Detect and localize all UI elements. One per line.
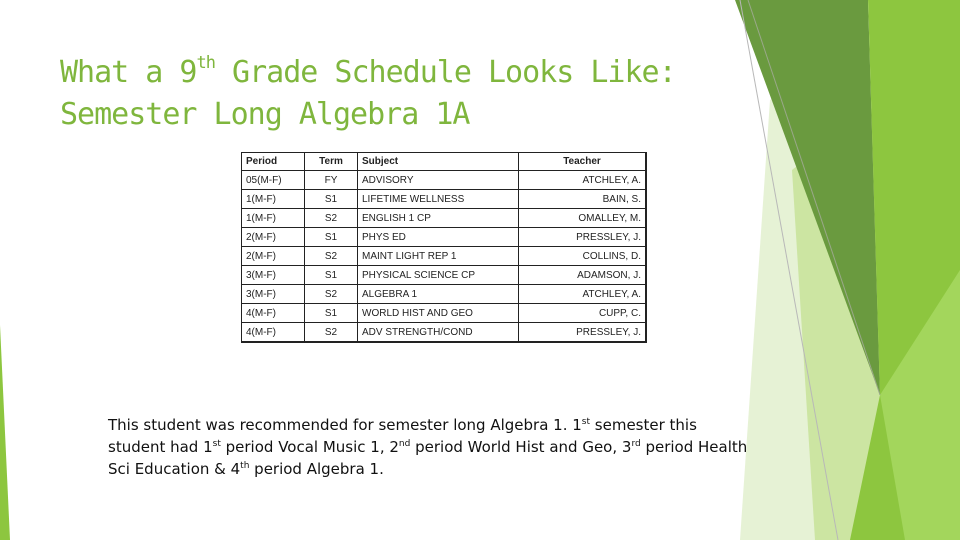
cell-term: S1 (305, 228, 358, 247)
cell-subject: ENGLISH 1 CP (358, 209, 519, 228)
cell-teacher: ATCHLEY, A. (519, 285, 647, 304)
cell-teacher: COLLINS, D. (519, 247, 647, 266)
table-row (242, 247, 647, 266)
cell-term: S2 (305, 247, 358, 266)
table-row (242, 209, 647, 228)
cell-period: 1(M-F) (242, 190, 305, 209)
schedule-header-row (242, 153, 647, 171)
cell-period: 2(M-F) (242, 228, 305, 247)
slide-title (60, 52, 740, 136)
header-term: Term (305, 153, 358, 171)
cell-term: S1 (305, 266, 358, 285)
cell-subject: PHYSICAL SCIENCE CP (358, 266, 519, 285)
table-row (242, 304, 647, 323)
header-period: Period (242, 153, 305, 171)
title-line-2: Semester Long Algebra 1A (60, 97, 470, 132)
desc-part-5: period Health Sci Education & 4 (108, 438, 748, 478)
cell-teacher: PRESSLEY, J. (519, 228, 647, 247)
table-row (242, 228, 647, 247)
desc-part-1: This student was recommended for semester long Algebra 1. 1 (108, 416, 582, 434)
desc-sup-1: st (581, 417, 591, 427)
cell-term: S2 (305, 209, 358, 228)
cell-subject: PHYS ED (358, 228, 519, 247)
table-row (242, 323, 647, 343)
desc-sup-5: th (240, 461, 250, 471)
desc-part-3: period Vocal Music 1, 2 (220, 438, 399, 456)
cell-teacher: OMALLEY, M. (519, 209, 647, 228)
desc-part-6: period Algebra 1. (249, 460, 384, 478)
cell-period: 3(M-F) (242, 266, 305, 285)
table-row (242, 171, 647, 190)
cell-subject: ALGEBRA 1 (358, 285, 519, 304)
cell-subject: MAINT LIGHT REP 1 (358, 247, 519, 266)
cell-period: 4(M-F) (242, 304, 305, 323)
header-subject: Subject (358, 153, 519, 171)
description-paragraph (108, 414, 758, 480)
cell-term: S2 (305, 323, 358, 343)
desc-sup-4: rd (631, 439, 641, 449)
cell-teacher: ATCHLEY, A. (519, 171, 647, 190)
schedule-table (241, 152, 647, 343)
cell-term: S1 (305, 190, 358, 209)
cell-period: 3(M-F) (242, 285, 305, 304)
cell-period: 2(M-F) (242, 247, 305, 266)
cell-period: 1(M-F) (242, 209, 305, 228)
desc-part-4: period World Hist and Geo, 3 (410, 438, 632, 456)
cell-subject: WORLD HIST AND GEO (358, 304, 519, 323)
cell-term: FY (305, 171, 358, 190)
title-line1-sup: th (196, 53, 215, 73)
cell-period: 05(M-F) (242, 171, 305, 190)
table-row (242, 285, 647, 304)
desc-sup-2: st (212, 439, 221, 449)
table-row (242, 266, 647, 285)
cell-subject: ADVISORY (358, 171, 519, 190)
title-line1-post: Grade Schedule Looks Like: (214, 55, 676, 90)
cell-term: S1 (305, 304, 358, 323)
header-teacher: Teacher (519, 153, 647, 171)
decor-shape-left (0, 325, 10, 540)
cell-subject: ADV STRENGTH/COND (358, 323, 519, 343)
title-line1-pre: What a 9 (60, 55, 197, 90)
desc-sup-3: nd (398, 439, 411, 449)
cell-term: S2 (305, 285, 358, 304)
cell-subject: LIFETIME WELLNESS (358, 190, 519, 209)
desc-part-2: semester this student had 1 (108, 416, 697, 456)
cell-teacher: CUPP, C. (519, 304, 647, 323)
cell-period: 4(M-F) (242, 323, 305, 343)
cell-teacher: ADAMSON, J. (519, 266, 647, 285)
cell-teacher: BAIN, S. (519, 190, 647, 209)
table-row (242, 190, 647, 209)
cell-teacher: PRESSLEY, J. (519, 323, 647, 343)
title-line-1 (60, 52, 740, 94)
